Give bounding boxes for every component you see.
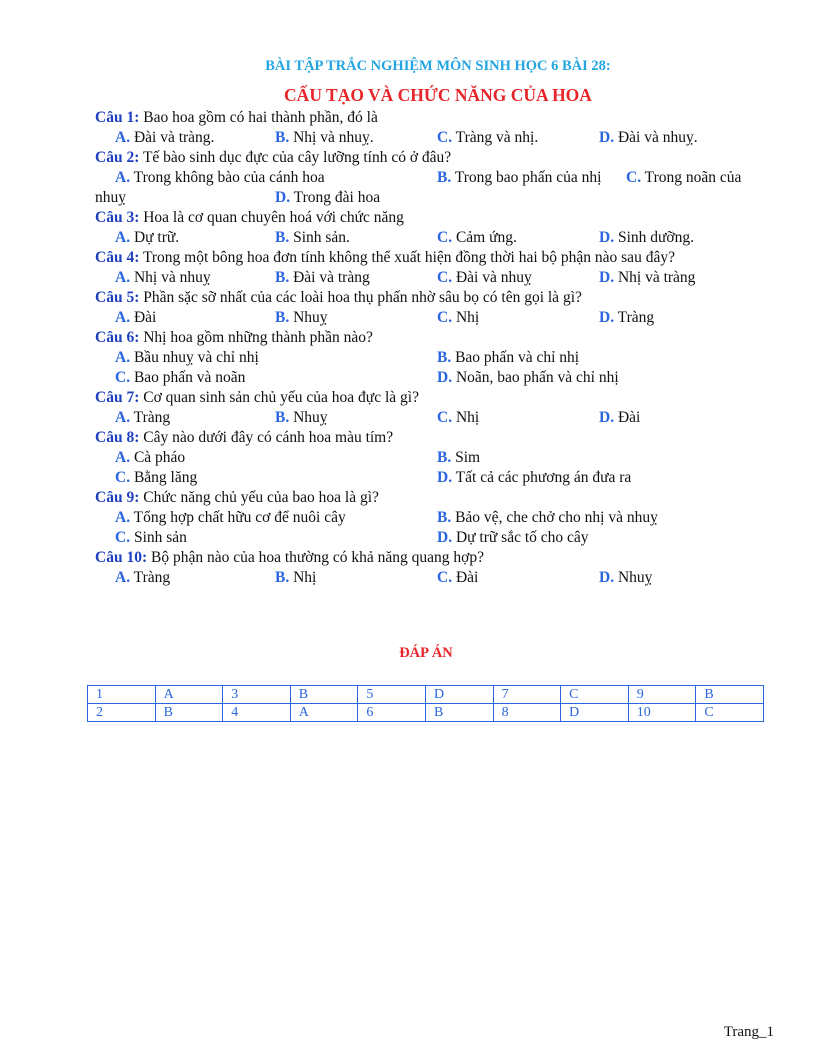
question-label: Câu 8: — [95, 429, 140, 446]
table-cell: 7 — [493, 686, 561, 704]
question-label: Câu 10: — [95, 549, 148, 566]
option-c: C. Đài — [437, 569, 479, 586]
question-text: Phần sặc sỡ nhất của các loài hoa thụ phấn nhờ sâu bọ có tên gọi là gì? — [139, 289, 582, 306]
question-9 — [95, 488, 775, 548]
question-text: Hoa là cơ quan chuyên hoá với chức năng — [139, 209, 404, 226]
option-a: A. Tràng — [115, 569, 171, 586]
table-cell: B — [155, 704, 223, 722]
option-b: B. Trong bao phấn của nhị — [437, 169, 602, 186]
option-c: C. Bằng lăng — [115, 469, 198, 486]
question-label: Câu 1: — [95, 109, 140, 126]
option-c: C. Cảm ứng. — [437, 229, 517, 246]
table-cell: 6 — [358, 704, 426, 722]
table-cell: 5 — [358, 686, 426, 704]
table-row — [88, 686, 764, 704]
option-a: A. Tràng — [115, 409, 171, 426]
option-d: D. Nhị và tràng — [599, 269, 696, 286]
table-cell: B — [696, 686, 764, 704]
table-cell: 9 — [628, 686, 696, 704]
question-label: Câu 5: — [95, 289, 140, 306]
option-b: B. Bảo vệ, che chở cho nhị và nhuỵ — [437, 509, 658, 526]
question-text: Cây nào dưới đây có cánh hoa màu tím? — [139, 429, 394, 446]
option-b: B. Nhuỵ — [275, 409, 328, 426]
table-cell: B — [290, 686, 358, 704]
option-a: A. Nhị và nhuỵ — [115, 269, 211, 286]
answer-key-table — [87, 685, 764, 722]
table-cell: 2 — [88, 704, 156, 722]
option-c: C. Tràng và nhị. — [437, 129, 539, 146]
option-d: D. Sinh dưỡng. — [599, 229, 694, 246]
table-cell: 8 — [493, 704, 561, 722]
question-text: Bộ phận nào của hoa thường có khả năng quang hợp? — [147, 549, 484, 566]
question-label: Câu 3: — [95, 209, 140, 226]
question-text: Chức năng chủ yếu của bao hoa là gì? — [139, 489, 379, 506]
option-b: B. Sim — [437, 449, 481, 466]
question-label: Câu 4: — [95, 249, 140, 266]
table-cell: D — [425, 686, 493, 704]
option-d: D. Đài và nhuỵ. — [599, 129, 698, 146]
option-a: A. Trong không bào của cánh hoa — [115, 169, 325, 186]
question-label: Câu 2: — [95, 149, 140, 166]
option-a: A. Đài và tràng. — [115, 129, 215, 146]
option-d: D. Trong đài hoa — [275, 189, 381, 206]
table-cell: C — [696, 704, 764, 722]
table-cell: 1 — [88, 686, 156, 704]
table-cell: B — [425, 704, 493, 722]
option-c-wrap: nhuỵ — [95, 189, 126, 206]
question-text: Tế bào sinh dục đực của cây lưỡng tính có ở đâu? — [139, 149, 452, 166]
question-text: Trong một bông hoa đơn tính không thể xuất hiện đồng thời hai bộ phận nào sau đây? — [139, 249, 675, 266]
question-text: Bao hoa gồm có hai thành phần, đó là — [139, 109, 378, 126]
page-number: Trang_1 — [723, 1024, 774, 1040]
table-cell: 3 — [223, 686, 291, 704]
document-title: BÀI TẬP TRẮC NGHIỆM MÔN SINH HỌC 6 BÀI 28: — [265, 58, 611, 74]
question-3 — [95, 208, 775, 248]
option-c: C. Bao phấn và noãn — [115, 369, 246, 386]
option-d: D. Tất cả các phương án đưa ra — [437, 469, 632, 486]
table-cell: D — [561, 704, 629, 722]
option-a: A. Cà pháo — [115, 449, 186, 466]
question-label: Câu 7: — [95, 389, 140, 406]
question-text: Nhị hoa gồm những thành phần nào? — [139, 329, 373, 346]
option-d: D. Noãn, bao phấn và chỉ nhị — [437, 369, 619, 386]
question-list — [95, 108, 775, 588]
question-label: Câu 9: — [95, 489, 140, 506]
option-c: C. Sinh sản — [115, 529, 187, 546]
question-5 — [95, 288, 775, 328]
question-text: Cơ quan sinh sản chủ yếu của hoa đực là gì? — [139, 389, 419, 406]
question-label: Câu 6: — [95, 329, 140, 346]
option-c: C. Nhị — [437, 309, 480, 326]
table-cell: 10 — [628, 704, 696, 722]
option-b: B. Nhuỵ — [275, 309, 328, 326]
option-d: D. Nhuỵ — [599, 569, 653, 586]
question-8 — [95, 428, 775, 488]
option-a: A. Đài — [115, 309, 157, 326]
question-1 — [95, 108, 775, 148]
question-7 — [95, 388, 775, 428]
option-b: B. Nhị và nhuỵ. — [275, 129, 374, 146]
option-d: D. Dự trữ sắc tố cho cây — [437, 529, 589, 546]
option-b: B. Đài và tràng — [275, 269, 370, 286]
answer-key-title: ĐÁP ÁN — [399, 645, 453, 661]
option-c: C. Đài và nhuỵ — [437, 269, 532, 286]
option-d: D. Tràng — [599, 309, 655, 326]
table-cell: A — [290, 704, 358, 722]
option-a: A. Tổng hợp chất hữu cơ để nuôi cây — [115, 509, 346, 526]
option-b: B. Sinh sản. — [275, 229, 350, 246]
document-subtitle: CẤU TẠO VÀ CHỨC NĂNG CỦA HOA — [284, 85, 592, 105]
question-4 — [95, 248, 775, 288]
option-a: A. Dự trữ. — [115, 229, 180, 246]
option-d: D. Đài — [599, 409, 641, 426]
option-c: C. Trong noãn của — [626, 169, 742, 186]
question-2 — [95, 148, 775, 208]
option-b: B. Nhị — [275, 569, 317, 586]
table-cell: 4 — [223, 704, 291, 722]
table-cell: C — [561, 686, 629, 704]
table-row — [88, 704, 764, 722]
option-c: C. Nhị — [437, 409, 480, 426]
question-10 — [95, 548, 775, 588]
table-cell: A — [155, 686, 223, 704]
question-6 — [95, 328, 775, 388]
option-a: A. Bầu nhuỵ và chỉ nhị — [115, 349, 259, 366]
option-b: B. Bao phấn và chỉ nhị — [437, 349, 580, 366]
